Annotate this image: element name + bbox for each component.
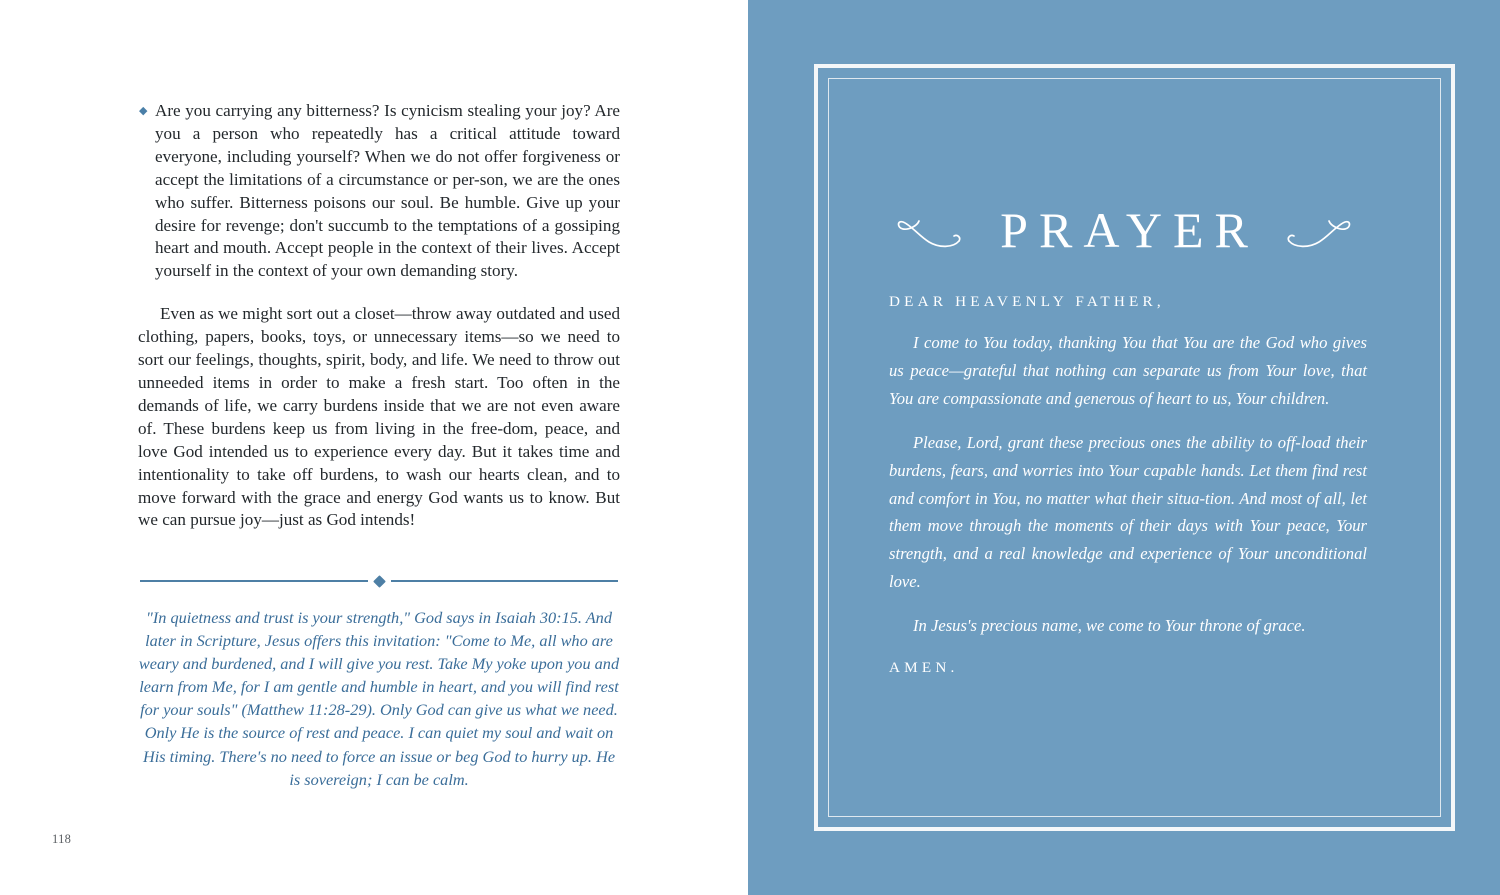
prayer-heading: [748, 202, 1500, 259]
flourish-swash-right-icon: [1285, 215, 1351, 249]
diamond-bullet-icon: ◆: [139, 105, 148, 117]
prayer-salutation: DEAR HEAVENLY FATHER,: [889, 293, 1165, 310]
left-page: [0, 0, 748, 895]
page-number: 118: [52, 832, 72, 846]
section-divider: [140, 573, 618, 589]
prayer-paragraph-2: Please, Lord, grant these precious ones the ability to off-load their burdens, fears, and worries into Your capable hands. Let them find rest and comfort in You, no matter what their situa-tion. And most of all, let them move through the moments of their days with Your peace, Your strength, and a real knowledge and experience of Your unconditional love.: [889, 432, 1367, 591]
bullet-list-item: [138, 100, 620, 283]
bullet-item-text: Are you carrying any bitterness? Is cynicism stealing your joy? Are you a person who repeatedly has a critical attitude toward everyone, including yourself? When we do not offer forgiveness or accept the limitations of a circumstance or per-son, we are the ones who suffer. Bitterness poisons our soul. Be humble. Give up your desire for revenge; don't succumb to the temptations of a gossiping heart and mouth. Accept people in the context of their lives. Accept yourself in the context of your own demanding story.: [155, 101, 620, 281]
prayer-body: [889, 293, 1367, 677]
left-text-column: [138, 100, 620, 549]
diamond-ornament-icon: [373, 575, 386, 588]
divider-rule-left: [140, 580, 368, 582]
scripture-quote: "In quietness and trust is your strength," God says in Isaiah 30:15. And later in Scripture, Jesus offers this invitation: "Come to Me, all who are weary and burdened, and I will give you rest. Take My yoke upon you and learn from Me, for I am gentle and humble in heart, and you will find rest for your souls" (Matthew 11:28-29). Only God can give us what we need. Only He is the source of rest and peace. I can quiet my soul and wait on His timing. There's no need to force an issue or beg God to hurry up. He is sovereign; I can be calm.: [138, 608, 620, 789]
divider-rule-right: [391, 580, 619, 582]
prayer-closing-amen: AMEN.: [889, 659, 959, 677]
flourish-swash-left-icon: [897, 215, 963, 249]
right-page: [748, 0, 1500, 895]
prayer-paragraph-1: I come to You today, thanking You that You are the God who gives us peace—grateful that nothing can separate us from Your love, that You are compassionate and generous of heart to us, Your children.: [889, 333, 1367, 408]
body-paragraph: Even as we might sort out a closet—throw away outdated and used clothing, papers, books, toys, or unnecessary items—so we need to sort our feelings, thoughts, spirit, body, and life. We need to throw out unneeded items in order to make a fresh start. Too often in the demands of life, we carry burdens inside that we are not even aware of. These burdens keep us from living in the free-dom, peace, and love God intended us to experience every day. But it takes time and intentionality to take off burdens, to wash our hearts clean, and to move forward with the grace and energy God wants us to know. But we can pursue joy—just as God intends!: [138, 304, 620, 530]
prayer-title: PRAYER: [1000, 202, 1259, 258]
prayer-paragraph-3: In Jesus's precious name, we come to Your throne of grace.: [913, 616, 1306, 636]
